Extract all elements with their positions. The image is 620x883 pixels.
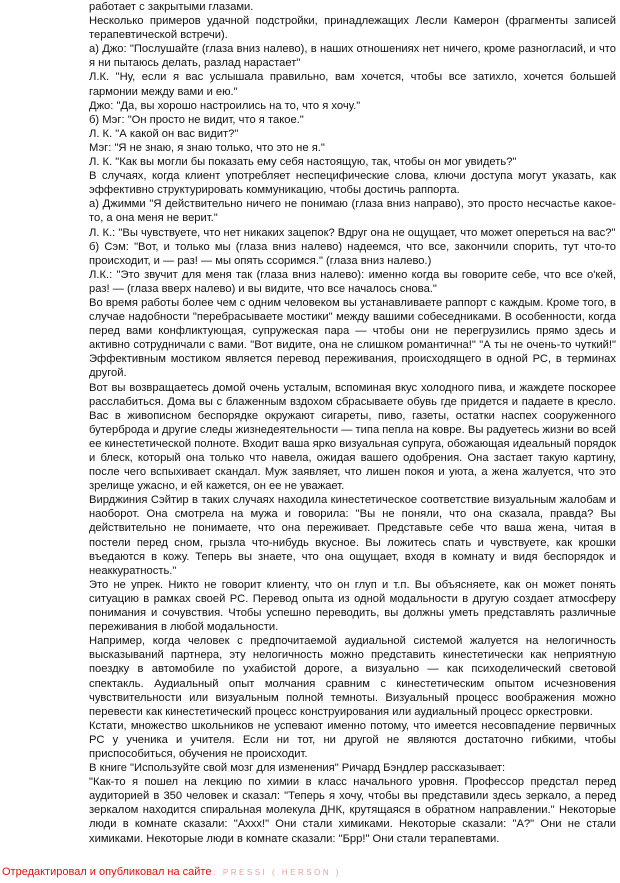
paragraph: Джо: "Да, вы хорошо настроились на то, что я хочу." — [89, 99, 361, 112]
paragraph: а) Джимми "Я действительно ничего не понимаю (глаза вниз направо), это просто несчастье какое-то, а она меня не верит." — [89, 198, 616, 225]
paragraph: работает с закрытыми глазами. — [89, 1, 254, 13]
paragraph: Во время работы более чем с одним человеком вы устанавливаете раппорт с каждым. Кроме того, в случае надобности "перебрасываете мостики" между вашими собеседниками. В особенности, когда перед вами конфликтующая, супружеская пара — чтобы они не перегрузились прямо здесь и активно сотрудничали с вами. "Вот видите, она не слишком романтична!" "А ты не очень-то чуткий!" Эффективным мостиком является перевод переживания, происходящего в одной РС, в терминах другой. — [89, 296, 616, 380]
body-text — [89, 0, 616, 846]
footer-text: Отредактировал и опубликовал на сайте — [2, 866, 212, 878]
paragraph: б) Мэг: "Он просто не видит, что я такое." — [89, 113, 304, 126]
paragraph: Л. К.: "Вы чувствуете, что нет никаких зацепок? Вдруг она не ощущает, что может опереться на вас?" — [89, 226, 616, 239]
paragraph: Например, когда человек с предпочитаемой аудиальной системой жалуется на нелогичность высказываний партнера, эту нелогичность можно представить кинестетически как неприятную поездку в автомобиле по ухабистой дороге, а визуально — как психоделический световой спектакль. Аудиальный опыт молчания сравним с кинестетическим опытом исчезновения чувствительности или визуальным полной темноты. Визуальный процесс воображения можно перевести как кинестетический процесс конструирования или аудиальный процесс оркестровки. — [89, 635, 616, 718]
paragraph: Это не упрек. Никто не говорит клиенту, что он глуп и т.п. Вы объясняете, как он может понять ситуацию в рамках своей РС. Перевод опыта из одной модальности в другую создает атмосферу понимания и сочувствия. Чтобы успешно переводить, вы должны уметь представлять различные переживания в любой модальности. — [89, 578, 616, 634]
paragraph: "Как-то я пошел на лекцию по химии в класс начального уровня. Профессор предстал перед аудиторией в 350 человек и сказал: "Теперь я хочу, чтобы вы представили здесь зеркало, а перед зеркалом находится спиральная молекула ДНК, крутящаяся в обратном направлении." Некоторые люди в комнате сказали: "Аххх!" Они стали химиками. Некоторые сказали: "А?" Они не стали химиками. Некоторые люди в комнате сказали: "Брр!" Они стали терапевтами. — [89, 776, 616, 845]
paragraph: Вот вы возвращаетесь домой очень усталым, вспоминая вкус холодного пива, и жаждете поскорее расслабиться. Дома вы с блаженным вздохом сбрасываете обувь где придется и падаете в кресло. Вас в живописном беспорядке окружают сигареты, пиво, газеты, остатки наспех сооруженного бутерброда и другие следы жизнедеятельности — типа пепла на ковре. Вы радуетесь жизни во всей ее кинестетической полноте. Входит ваша ярко визуальная супруга, обожающая идеальный порядок и блеск, который она только что навела, ожидая вашего одобрения. Она застает такую картину, после чего вспыхивает скандал. Муж заявляет, что лишен покоя и уюта, а жена жалуется, что это зрелище ужасно, и ей кажется, он ее не уважает. — [89, 381, 616, 493]
paragraph: Несколько примеров удачной подстройки, принадлежащих Лесли Камерон (фрагменты записей терапевтической встречи). — [89, 15, 616, 42]
paragraph: В книге "Используйте свой мозг для изменения" Ричард Бэндлер рассказывает: — [89, 762, 506, 775]
paragraph: Вирджиния Сэйтир в таких случаях находила кинестетическое соответствие визуальным жалобам и наоборот. Она смотрела на мужа и говорила: "Вы не поняли, что она сказала, правда? Вы действительно не понимаете, что она переживает. Представьте себе что ваша жена, читая в постели перед сном, грызла что-нибудь вкусное. Вы ложитесь спать и чувствуете, как крошки въедаются в кожу. Теперь вы знаете, что она ощущает, входя в комнату и видя беспорядок и неаккуратность." — [89, 494, 616, 577]
paragraph: Кстати, множество школьников не успевают именно потому, что имеется несовпадение первичных РС у ученика и учителя. Если ни тот, ни другой не являются достаточно гибкими, чтобы приспособиться, обучения не происходит. — [89, 719, 616, 760]
paragraph: Л. К. "А какой он вас видит?" — [89, 127, 239, 140]
paragraph: В случаях, когда клиент употребляет неспецифические слова, ключи доступа могут указать, как эффективно структурировать коммуникацию, чтобы достичь раппорта. — [89, 170, 616, 197]
footer-brand-logo: : PRESSI ( HERSON ) — [213, 868, 341, 877]
paragraph: Л. К. "Как вы могли бы показать ему себя настоящую, так, чтобы он мог увидеть?" — [89, 156, 517, 169]
footer-credit — [2, 866, 341, 878]
paragraph: б) Сэм: "Вот, и только мы (глаза вниз налево) надеемся, что все, закончили спорить, тут что-то происходит, и — раз! — мы опять ссоримся." (глаза вниз налево.) — [89, 240, 616, 267]
paragraph: Л.К.: "Это звучит для меня так (глаза вниз налево): именно когда вы говорите себе, что все о'кей, раз! — (глаза вверх налево) и вы видите, что все началось снова." — [89, 268, 616, 295]
paragraph: Л.К. "Ну, если я вас услышала правильно, вам хочется, чтобы все затихло, хочется большей гармонии между вами и ею." — [89, 71, 616, 98]
paragraph: Мэг: "Я не знаю, я знаю только, что это не я." — [89, 141, 325, 154]
paragraph: а) Джо: "Послушайте (глаза вниз налево), в наших отношениях нет ничего, кроме разногласий, и что я ни пытаюсь делать, разлад нарастает" — [89, 43, 616, 70]
